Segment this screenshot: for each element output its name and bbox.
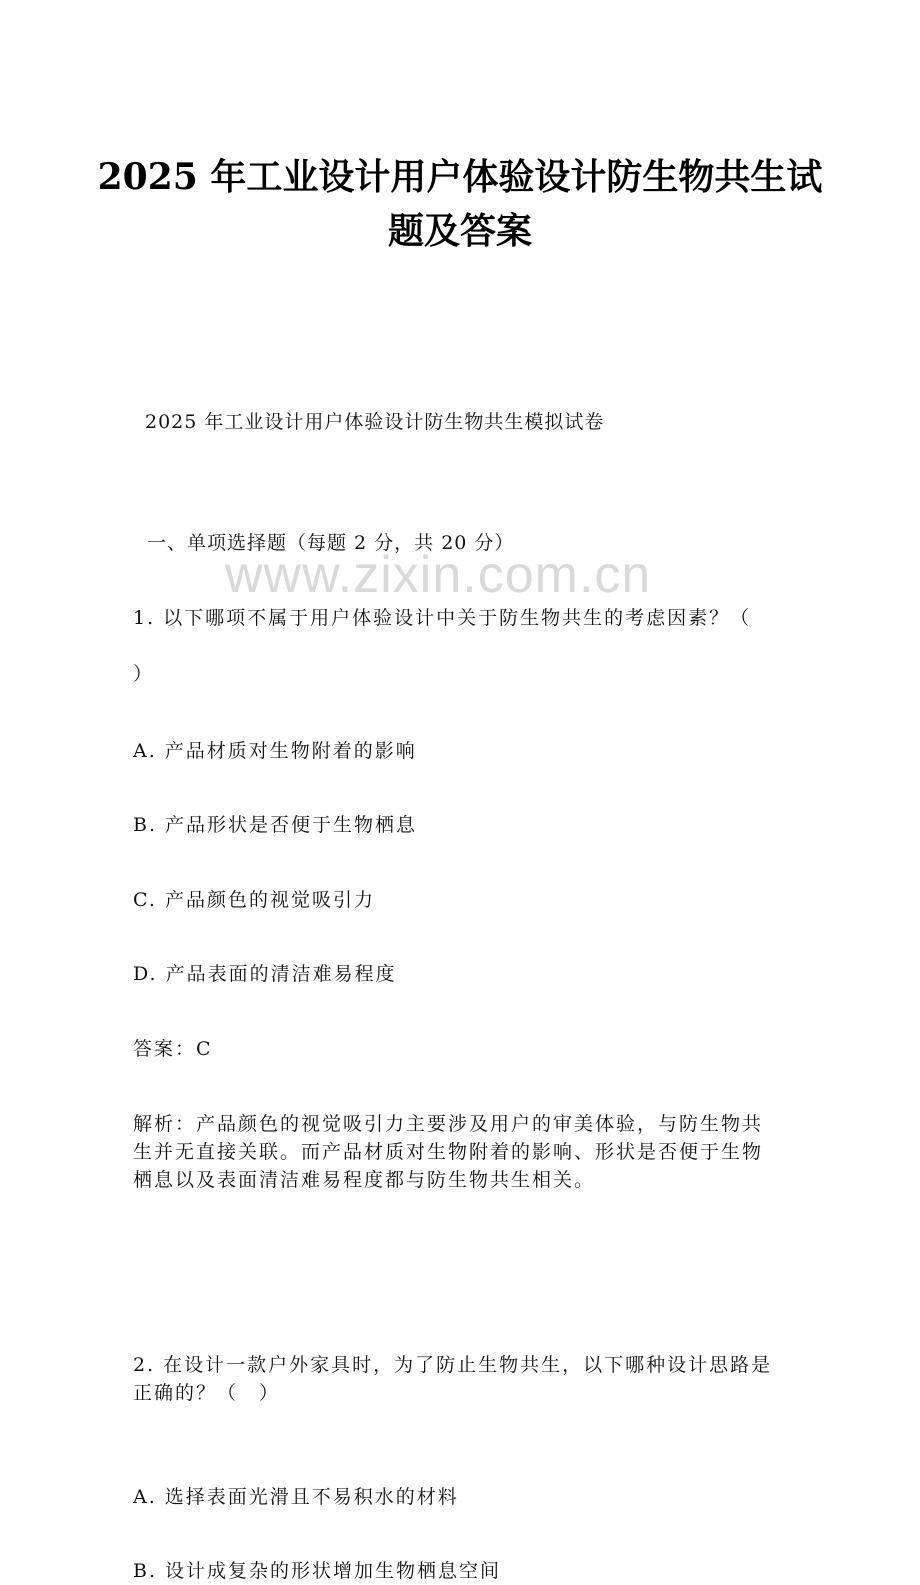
title-line-1: 2025 年工业设计用户体验设计防生物共生试 <box>97 156 823 198</box>
question-2-stem: 2. 在设计一款户外家具时，为了防止生物共生，以下哪种设计思路是正确的？（ ） <box>133 1354 773 1404</box>
watermark: www.zixin.com.cn <box>225 546 652 604</box>
title-line-2: 题及答案 <box>387 210 532 252</box>
question-1-option-d: D. 产品表面的清洁难易程度 <box>133 963 397 985</box>
question-1-option-c: C. 产品颜色的视觉吸引力 <box>133 889 375 911</box>
question-1-stem-line-1: 1. 以下哪项不属于用户体验设计中关于防生物共生的考虑因素？（ <box>133 607 752 629</box>
section-heading: 一、单项选择题（每题 2 分，共 20 分） <box>147 532 515 554</box>
document-subtitle: 2025 年工业设计用户体验设计防生物共生模拟试卷 <box>145 411 605 433</box>
question-1-option-a: A. 产品材质对生物附着的影响 <box>133 740 417 762</box>
question-1-stem-line-2: ） <box>133 663 155 685</box>
document-title <box>0 150 920 258</box>
question-1-option-b: B. 产品形状是否便于生物栖息 <box>133 814 418 836</box>
question-2-option-b: B. 设计成复杂的形状增加生物栖息空间 <box>133 1560 502 1582</box>
question-1-analysis: 解析：产品颜色的视觉吸引力主要涉及用户的审美体验，与防生物共生并无直接关联。而产品材质对生物附着的影响、形状是否便于生物栖息以及表面清洁难易程度都与防生物共生相关。 <box>133 1113 764 1191</box>
question-2-option-a: A. 选择表面光滑且不易积水的材料 <box>133 1486 459 1508</box>
question-1-answer: 答案：C <box>133 1038 213 1060</box>
